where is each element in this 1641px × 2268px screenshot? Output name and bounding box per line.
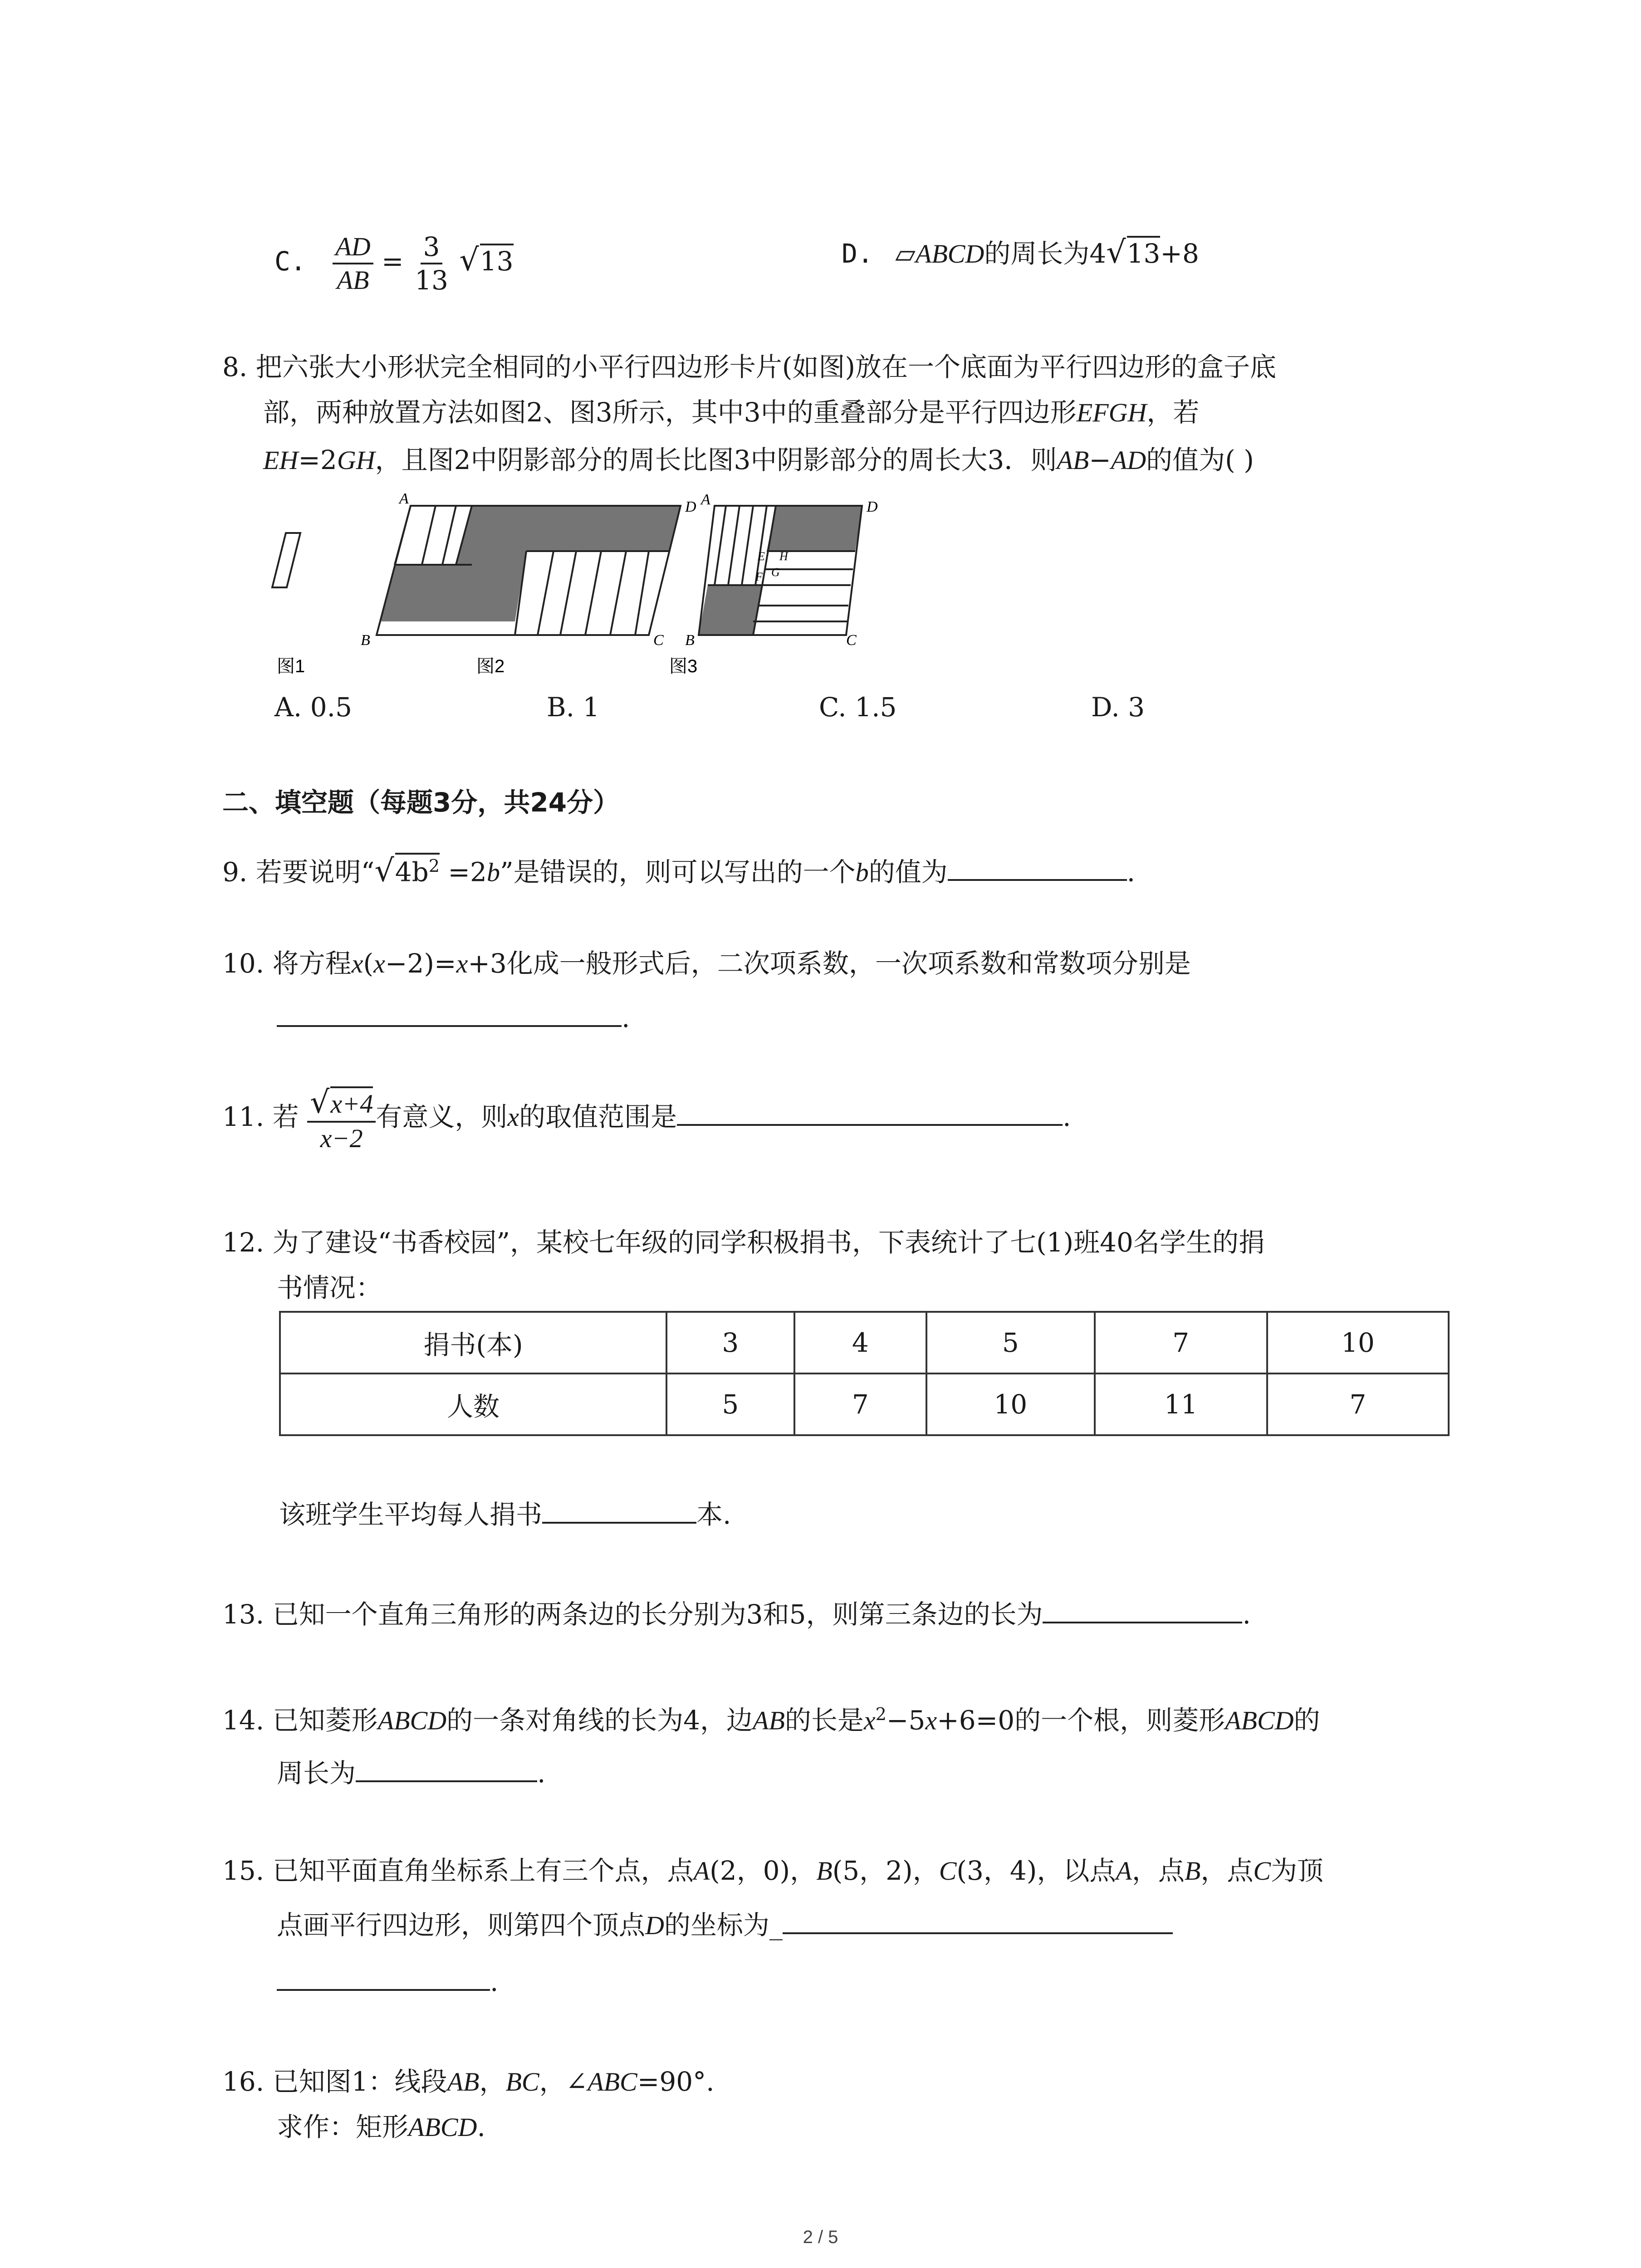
q10-answer-blank[interactable] xyxy=(277,1023,622,1027)
q15-line-3: . xyxy=(277,1969,498,1995)
q7-option-d: D. ▱ABCD的周长为4√13+8 xyxy=(842,235,1199,270)
q15-answer-blank-1[interactable] xyxy=(783,1931,1173,1934)
sqrt-fraction: $\frac{√x+4}{x-2}$ xyxy=(307,1086,376,1152)
q8-option-c: C. 1.5 xyxy=(819,692,897,723)
svg-text:H: H xyxy=(779,550,788,563)
question-9: 9. 若要说明“$√4b^2 =2b$”是错误的，则可以写出的一个b的值为 . xyxy=(222,853,1136,889)
question-15: 15. 已知平面直角坐标系上有三个点，点A(2，0)，B(5，2)，C(3，4)，以点A，点B，点C为顶 xyxy=(222,1855,1324,1886)
q12-answer-line: 该班学生平均每人捐书 本. xyxy=(279,1499,731,1530)
svg-text:E: E xyxy=(758,550,765,563)
q12-answer-blank[interactable] xyxy=(542,1520,696,1524)
fig3-shaded-top xyxy=(767,506,862,551)
fig2-caption: 图2 xyxy=(476,656,505,676)
q8-option-a: A. 0.5 xyxy=(274,692,352,723)
q12-line-2: 书情况： xyxy=(277,1272,382,1303)
svg-text:C: C xyxy=(653,632,664,649)
fig3-caption: 图3 xyxy=(669,656,698,676)
q14-line-2: 周长为 . xyxy=(277,1758,546,1789)
figure-2 xyxy=(361,490,696,649)
section-2-title: 二、填空题（每题3分，共24分） xyxy=(222,787,620,818)
q8-line-2: 部，两种放置方法如图2、图3所示，其中3中的重叠部分是平行四边形EFGH，若 xyxy=(263,397,1200,428)
q7-option-c: C. $\frac{AD}{AB}$ = $\frac{3}{13}$ √13 xyxy=(274,231,514,296)
svg-text:B: B xyxy=(685,632,695,649)
svg-text:A: A xyxy=(399,490,409,507)
q8-line-3: EH=2GH，且图2中阴影部分的周长比图3中阴影部分的周长大3．则AB−AD的值为( ) xyxy=(263,445,1254,475)
question-11: 11. 若 $\frac{√x+4}{x-2}$ 有意义，则x的取值范围是 . xyxy=(222,1085,1071,1153)
question-10: 10. 将方程x(x−2)=x+3化成一般形式后，二次项系数，一次项系数和常数项分别是 xyxy=(222,948,1191,979)
q8-option-d: D. 3 xyxy=(1091,692,1145,723)
option-c-label: C. xyxy=(274,246,306,277)
fig1-caption: 图1 xyxy=(277,656,305,676)
q15-line-2: 点画平行四边形，则第四个顶点D的坐标为_ xyxy=(277,1912,1173,1939)
page-number: 2 / 5 xyxy=(803,2227,838,2247)
question-13: 13. 已知一个直角三角形的两条边的长分别为3和5，则第三条边的长为 . xyxy=(222,1599,1251,1630)
figure-3 xyxy=(685,491,878,649)
q8-option-b: B. 1 xyxy=(547,692,600,723)
svg-text:B: B xyxy=(361,632,370,649)
fig3-shaded-bottom xyxy=(699,585,762,635)
parallelogram-symbol: ▱ xyxy=(895,238,916,269)
svg-text:C: C xyxy=(846,632,857,649)
svg-text:D: D xyxy=(685,499,696,515)
q11-answer-blank[interactable] xyxy=(677,1122,1063,1126)
donation-table xyxy=(279,1311,1450,1436)
fig1-card-parallelogram xyxy=(272,533,300,587)
q14-answer-blank[interactable] xyxy=(356,1779,537,1782)
q12-line-1: 12. 为了建设“书香校园”，某校七年级的同学积极捐书，下表统计了七(1)班40名学生的捐 xyxy=(222,1227,1265,1258)
svg-text:D: D xyxy=(867,499,878,515)
q9-answer-blank[interactable] xyxy=(948,877,1127,881)
fig2-shaded-region xyxy=(381,506,681,621)
q15-answer-blank-2[interactable] xyxy=(277,1987,490,1991)
table-row: 人数 5 7 10 11 7 xyxy=(280,1374,1449,1435)
svg-text:A: A xyxy=(701,491,710,508)
question-14: 14. 已知菱形ABCD的一条对角线的长为4，边AB的长是$x^2-5x+6=0$的一个根，则菱形ABCD的 xyxy=(222,1704,1320,1736)
svg-text:F: F xyxy=(755,570,763,583)
sqrt-symbol: √ xyxy=(459,242,479,279)
q16-line-2: 求作：矩形ABCD. xyxy=(277,2112,485,2142)
question-16: 16. 已知图1：线段AB，BC，∠ABC=90°. xyxy=(222,2066,715,2097)
q8-figures xyxy=(254,481,878,689)
ad-over-ab-fraction: $\frac{AD}{AB}$ xyxy=(333,234,373,293)
three-thirteenths-fraction: $\frac{3}{13}$ xyxy=(415,231,448,296)
q8-line-1: 8. 把六张大小形状完全相同的小平行四边形卡片(如图)放在一个底面为平行四边形的盒子底 xyxy=(222,352,1277,382)
table-row: 捐书(本) 3 4 5 7 10 xyxy=(280,1312,1449,1374)
q13-answer-blank[interactable] xyxy=(1043,1620,1242,1623)
q10-answer-line: . xyxy=(277,1005,630,1031)
svg-text:G: G xyxy=(771,566,780,579)
